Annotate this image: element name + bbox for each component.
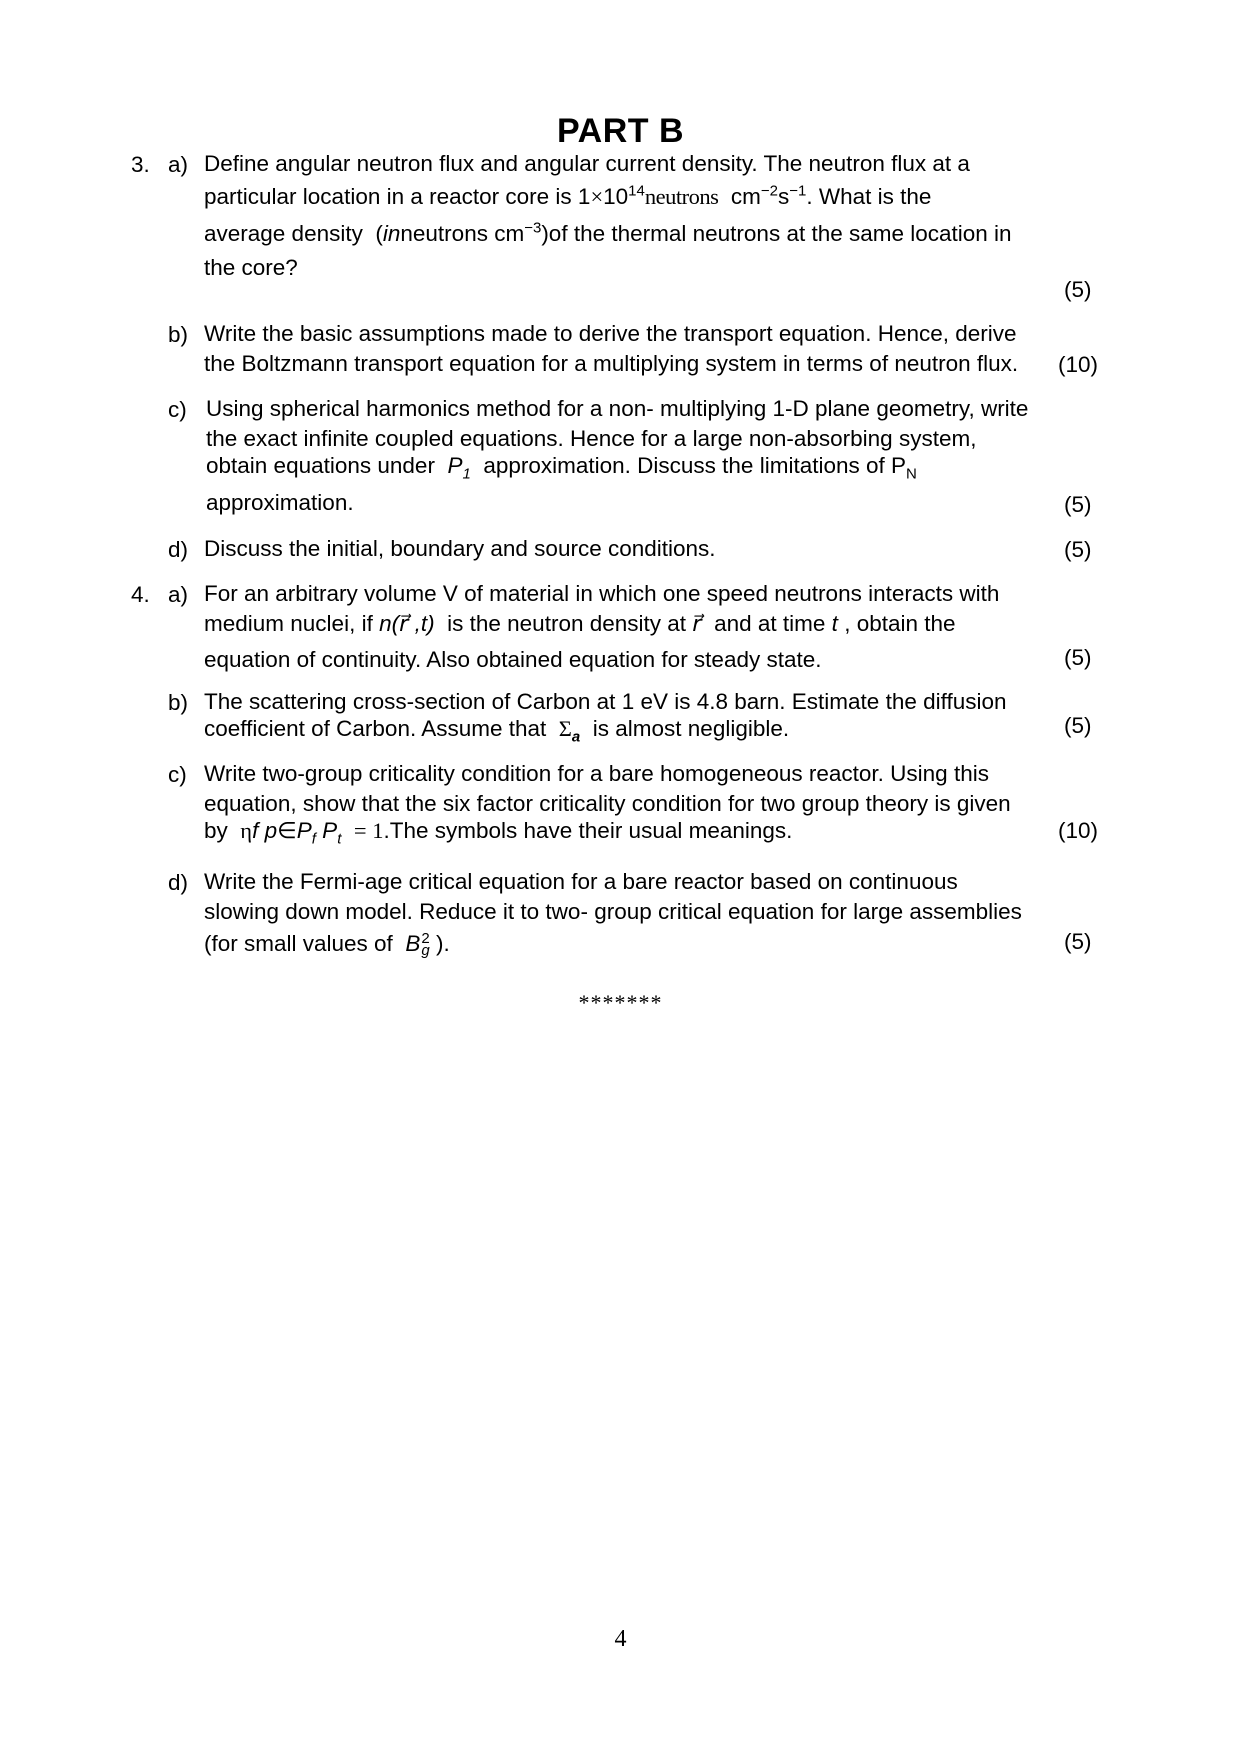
question-3-number: 3. bbox=[131, 152, 150, 177]
q4d-line3: (for small values of B 2 g ). bbox=[204, 930, 450, 960]
end-marker: ******* bbox=[578, 990, 663, 1015]
q3d-label: d) bbox=[168, 537, 189, 562]
q4d-line1: Write the Fermi-age critical equation for a bare reactor based on continuous bbox=[204, 869, 958, 894]
q3b-label: b) bbox=[168, 322, 189, 347]
q3c-line4: approximation. bbox=[206, 490, 354, 515]
question-4-number: 4. bbox=[131, 582, 150, 607]
q4b-label: b) bbox=[168, 690, 189, 715]
q3c-line3: obtain equations under $P_1$ approximation. Discuss the limitations of $P_N$ bbox=[206, 453, 917, 483]
q3a-line4: the core? bbox=[204, 255, 298, 280]
q4a-line3: equation of continuity. Also obtained equation for steady state. bbox=[204, 647, 822, 672]
q3c-line2: the exact infinite coupled equations. Hence for a large non-absorbing system, bbox=[206, 426, 977, 451]
q3b-text bbox=[204, 319, 1064, 379]
q4d-marks: (5) bbox=[1064, 929, 1092, 954]
q4a-line2: medium nuclei, if n(r⃗ ,t) is the neutron density at r⃗ and at time t , obtain the bbox=[204, 611, 956, 636]
q4a-marks: (5) bbox=[1064, 645, 1092, 670]
page-title: PART B bbox=[556, 112, 685, 150]
q3a-marks: (5) bbox=[1064, 277, 1092, 302]
q3c-marks: (5) bbox=[1064, 492, 1092, 517]
q4b-line2: coefficient of Carbon. Assume that $\Sigma_a$ is almost negligible. bbox=[204, 716, 790, 746]
q4c-text bbox=[204, 759, 1054, 846]
q3d-text bbox=[204, 534, 1054, 564]
page-number: 4 bbox=[614, 1626, 627, 1652]
q4c-marks: (10) bbox=[1058, 818, 1099, 843]
q3b-marks: (10) bbox=[1058, 352, 1099, 377]
q3d-line1: Discuss the initial, boundary and source conditions. bbox=[204, 536, 716, 561]
q4c-line3: by ηf $p\in P_f$ $P_t = 1.The$ symbols have their usual meanings. bbox=[204, 818, 793, 848]
q3c-label: c) bbox=[168, 397, 187, 422]
q3c-text bbox=[206, 394, 1056, 518]
q3d-marks: (5) bbox=[1064, 537, 1092, 562]
q4d-label: d) bbox=[168, 870, 189, 895]
q4b-marks: (5) bbox=[1064, 713, 1092, 738]
q3a-line3: average density (inneutrons $cm^{-3})of$ the thermal neutrons at the same location in bbox=[204, 219, 1012, 246]
q3c-line1: Using spherical harmonics method for a non- multiplying 1-D plane geometry, write bbox=[206, 396, 1029, 421]
q4a-label: a) bbox=[168, 582, 189, 607]
q4d-line2: slowing down model. Reduce it to two- group critical equation for large assemblies bbox=[204, 899, 1022, 924]
q3b-line2: the Boltzmann transport equation for a multiplying system in terms of neutron flux. bbox=[204, 351, 1019, 376]
q4d-text bbox=[204, 867, 1054, 959]
q4b-text bbox=[204, 687, 1054, 744]
q3a-line1: Define angular neutron flux and angular current density. The neutron flux at a bbox=[204, 151, 970, 176]
q4c-label: c) bbox=[168, 762, 187, 787]
q3a-line2: particular location in a reactor core is $1\times 10^{14}neutrons$ $cm^{-2}s^{-1}$. What is the bbox=[204, 182, 932, 209]
q3a-label: a) bbox=[168, 152, 189, 177]
q4a-line1: For an arbitrary volume V of material in which one speed neutrons interacts with bbox=[204, 581, 1000, 606]
q4c-line1: Write two-group criticality condition for a bare homogeneous reactor. Using this bbox=[204, 761, 989, 786]
q3b-line1: Write the basic assumptions made to derive the transport equation. Hence, derive bbox=[204, 321, 1017, 346]
q3a-text bbox=[204, 149, 1054, 283]
q4c-line2: equation, show that the six factor criticality condition for two group theory is given bbox=[204, 791, 1011, 816]
q4a-text bbox=[204, 579, 1054, 675]
q4b-line1: The scattering cross-section of Carbon at 1 eV is 4.8 barn. Estimate the diffusion bbox=[204, 689, 1007, 714]
